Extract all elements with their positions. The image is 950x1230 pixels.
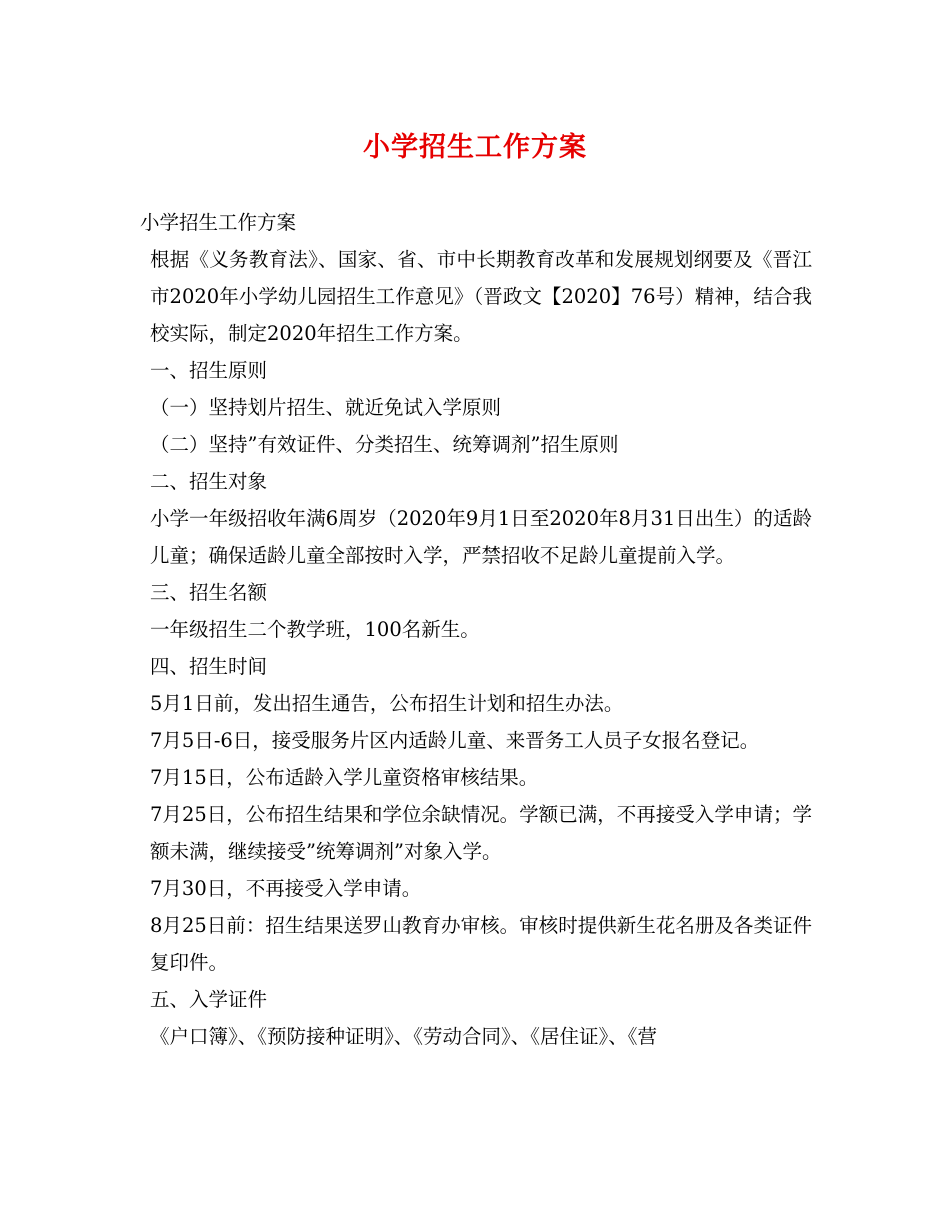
paragraph-target: 小学一年级招收年满6周岁（2020年9月1日至2020年8月31日出生）的适龄儿童；确保适龄儿童全部按时入学，严禁招收不足龄儿童提前入学。 [150,507,812,567]
document-title: 小学招生工作方案 [363,132,587,163]
document-body [140,204,812,1055]
paragraph-schedule-3: 7月15日，公布适龄入学儿童资格审核结果。 [150,766,539,789]
section-heading-quota: 三、招生名额 [150,581,268,604]
section-heading-target: 二、招生对象 [150,470,268,493]
section-heading-schedule: 四、招生时间 [150,655,268,678]
paragraph-schedule-4: 7月25日，公布招生结果和学位余缺情况。学额已满，不再接受入学申请；学额未满，继续接受”统筹调剂”对象入学。 [150,803,812,863]
paragraph-schedule-2: 7月5日-6日，接受服务片区内适龄儿童、来晋务工人员子女报名登记。 [150,729,760,752]
section-heading-principles: 一、招生原则 [150,359,268,382]
paragraph-subtitle: 小学招生工作方案 [140,211,297,234]
section-heading-documents: 五、入学证件 [150,988,268,1011]
paragraph-schedule-5: 7月30日，不再接受入学申请。 [150,877,422,900]
paragraph-principle-1: （一）坚持划片招生、就近免试入学原则 [150,396,502,419]
paragraph-intro: 根据《义务教育法》、国家、省、市中长期教育改革和发展规划纲要及《晋江市2020年小学幼儿园招生工作意见》（晋政文【2020】76号）精神，结合我校实际，制定2020年招生工作方案。 [150,248,812,345]
paragraph-documents: 《户口簿》、《预防接种证明》、《劳动合同》、《居住证》、《营 [150,1025,658,1048]
paragraph-schedule-6: 8月25日前：招生结果送罗山教育办审核。审核时提供新生花名册及各类证件复印件。 [150,914,812,974]
paragraph-schedule-1: 5月1日前，发出招生通告，公布招生计划和招生办法。 [150,692,624,715]
paragraph-quota: 一年级招生二个教学班，100名新生。 [150,618,480,641]
paragraph-principle-2: （二）坚持”有效证件、分类招生、统筹调剂”招生原则 [150,433,619,456]
